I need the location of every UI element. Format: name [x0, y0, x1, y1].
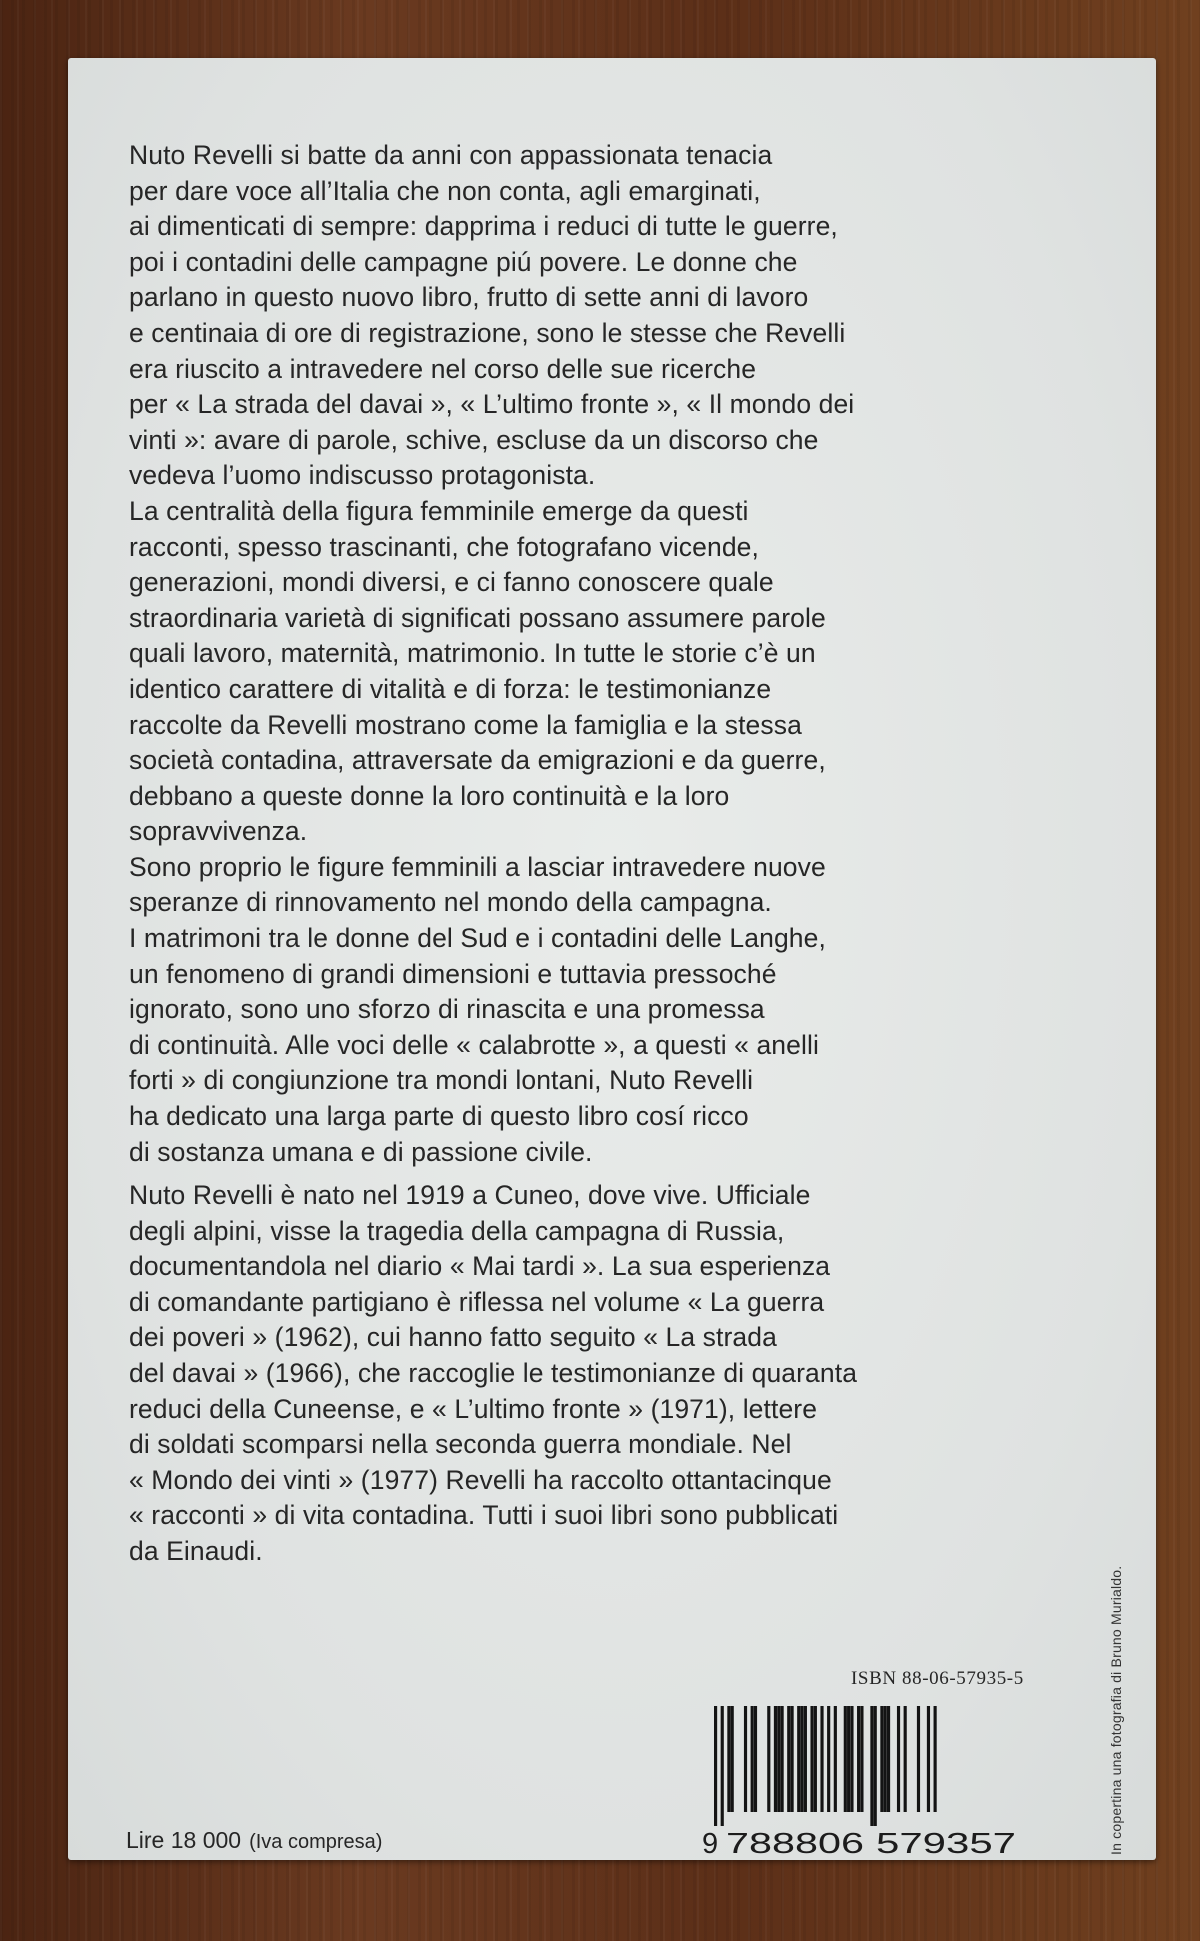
price-label	[126, 1827, 382, 1854]
barcode-right-digits: 579357	[876, 1828, 1016, 1860]
cover-photo-credit: In copertina una fotografia di Bruno Murialdo.	[1108, 1565, 1124, 1855]
price-amount: Lire 18 000	[126, 1827, 242, 1853]
author-bio-paragraph: Nuto Revelli è nato nel 1919 a Cuneo, dove vive. Ufficiale degli alpini, visse la tragedia della campagna di Russia, documentandola nel diario « Mai tardi ». La sua esperienza di comandante partigiano è riflessa nel volume « La guerra dei poveri » (1962), cui hanno fatto seguito « La strada del davai » (1966), che raccoglie le testimonianze di quaranta reduci della Cuneense, e « L’ultimo fronte » (1971), lettere di soldati scomparsi nella seconda guerra mondiale. Nel « Mondo dei vinti » (1977) Revelli ha raccolto ottantacinque « racconti » di vita contadina. Tutti i suoi libri sono pubblicati da Einaudi.	[129, 1180, 858, 1566]
blurb-paragraph: Nuto Revelli si batte da anni con appassionata tenacia per dare voce all’Italia che non conta, agli emarginati, ai dimenticati di sempre: dapprima i reduci di tutte le guerre, poi i contadini delle campagne piú povere. Le donne che parlano in questo nuovo libro, frutto di sette anni di lavoro e centinaia di ore di registrazione, sono le stesse che Revelli era riuscito a intravedere nel corso delle sue ricerche per « La strada del davai », « L’ultimo fronte », « Il mondo dei vinti »: avare di parole, schive, escluse da un discorso che vedeva l’uomo indiscusso protagonista. La centralità della figura femminile emerge da questi racconti, spesso trascinanti, che fotografano vicende, generazioni, mondi diversi, e ci fanno conoscere quale straordinaria varietà di significati possano assumere parole quali lavoro, maternità, matrimonio. In tutte le storie c’è un identico carattere di vitalità e di forza: le testimonianze raccolte da Revelli mostrano come la famiglia e la stessa società contadina, attraversate da emigrazioni e da guerre, debbano a queste donne la loro continuità e la loro sopravvivenza. Sono proprio le figure femminili a lasciar intravedere nuove speranze di rinnovamento nel mondo della campagna. I matrimoni tra le donne del Sud e i contadini delle Langhe, un fenomeno di grandi dimensioni e tuttavia pressoché ignorato, sono uno sforzo di rinascita e una promessa di continuità. Alle voci delle « calabrotte », a questi « anelli forti » di congiunzione tra mondi lontani, Nuto Revelli ha dedicato una larga parte di questo libro cosí ricco di sostanza umana e di passione civile.	[129, 140, 855, 1167]
book-back-cover	[68, 58, 1156, 1860]
barcode-left-digits: 788806	[726, 1828, 864, 1860]
barcode	[714, 1706, 1030, 1826]
isbn-label: ISBN 88-06-57935-5	[851, 1668, 1024, 1689]
barcode-bars-icon	[714, 1706, 1030, 1826]
barcode-lead-digit: 9	[702, 1828, 719, 1860]
price-vat-note: (Iva compresa)	[249, 1831, 383, 1853]
barcode-digits	[702, 1825, 1044, 1860]
